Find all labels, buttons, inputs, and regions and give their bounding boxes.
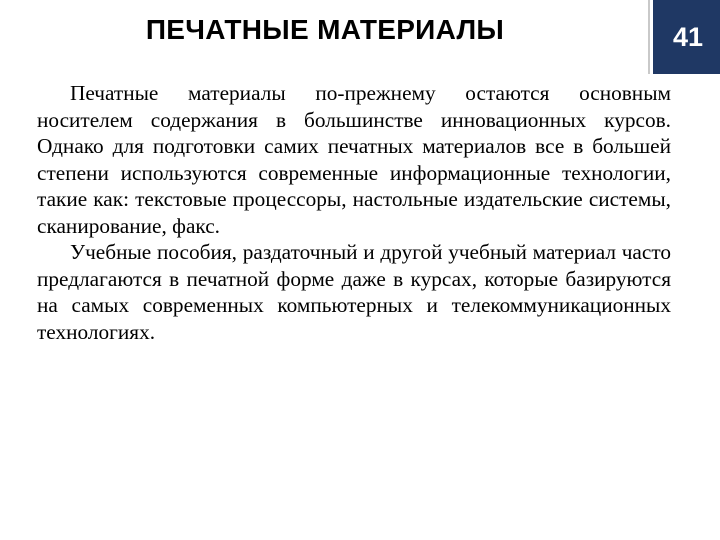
- paragraph-printed-materials: Печатные материалы по-прежнему остаются основным носителем содержания в большинстве инновационных курсов. Однако для подготовки самих печатных материалов все в большей степени используются современные информационные технологии, такие как: текстовые процессоры, настольные издательские системы, сканирование, факс.: [37, 81, 671, 238]
- slide-body: [37, 80, 671, 345]
- paragraph-study-guides: Учебные пособия, раздаточный и другой учебный материал часто предлагаются в печатной форме даже в курсах, которые базируются на самых современных компьютерных и телекоммуникационных технологиях.: [37, 240, 671, 344]
- slide-title: ПЕЧАТНЫЕ МАТЕРИАЛЫ: [145, 14, 505, 45]
- page-number-badge: 41: [650, 0, 720, 74]
